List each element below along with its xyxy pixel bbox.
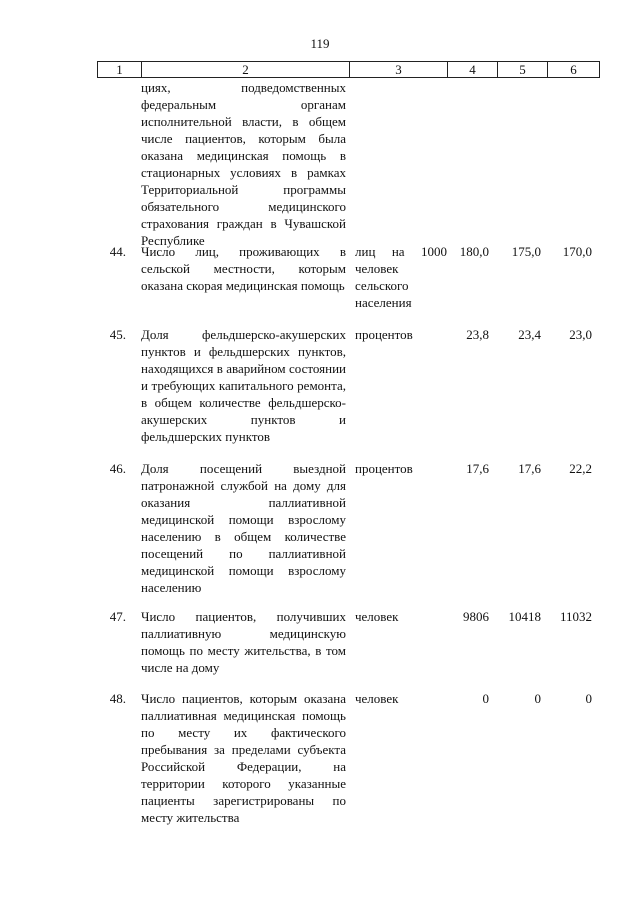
- table-header: [97, 61, 600, 78]
- row-value-col6: 170,0: [562, 244, 592, 259]
- row-value-col5: 10418: [508, 609, 541, 624]
- header-col-1: 1: [98, 62, 142, 77]
- row-description: Доля посещений выездной патронажной службой на дому для оказания паллиативной медицинской помощи взрослому населению в общем количестве посещений по паллиативной медицинской помощи взрослому населению: [141, 461, 346, 595]
- row-description: Число лиц, проживающих в сельской местности, которым оказана скорая медицинская помощь: [141, 244, 346, 293]
- row-number: 45.: [109, 327, 126, 342]
- row-unit: человек: [355, 609, 399, 624]
- continued-description: циях, подведомственных федеральным органам исполнительной власти, в общем числе пациентов, которым была оказана медицинская помощь в стационарных условиях в рамках Территориальной программы обязательного медицинского страхования граждан в Чувашской Республике: [141, 80, 346, 248]
- row-value-col4: 23,8: [466, 327, 489, 342]
- row-value-col6: 22,2: [569, 461, 592, 476]
- row-value-col5: 175,0: [511, 244, 541, 259]
- row-number: 46.: [109, 461, 126, 476]
- row-value-col5: 23,4: [518, 327, 541, 342]
- header-col-2: 2: [142, 62, 350, 77]
- row-value-col4: 9806: [463, 609, 489, 624]
- row-description: Число пациентов, получивших паллиативную медицинскую помощь по месту жительства, в том числе на дому: [141, 609, 346, 675]
- row-value-col4: 0: [482, 691, 489, 706]
- row-unit: процентов: [355, 327, 413, 342]
- row-unit: человек: [355, 691, 399, 706]
- row-value-col5: 0: [534, 691, 541, 706]
- row-number: 48.: [109, 691, 126, 706]
- row-number: 44.: [109, 244, 126, 259]
- row-value-col6: 23,0: [569, 327, 592, 342]
- row-value-col4: 17,6: [466, 461, 489, 476]
- row-value-col6: 0: [585, 691, 592, 706]
- row-unit: лиц на 1000 человек сельского населения: [355, 244, 447, 310]
- row-value-col6: 11032: [559, 609, 592, 624]
- page-number: 119: [310, 36, 330, 51]
- header-col-4: 4: [448, 62, 498, 77]
- header-col-6: 6: [570, 62, 577, 77]
- row-description: Доля фельдшерско-акушерских пунктов и фельдшерских пунктов, находящихся в аварийном состоянии и требующих капитального ремонта, в общем количестве фельдшерско-акушерских пунктов и фельдшерских пунктов: [141, 327, 346, 444]
- row-description: Число пациентов, которым оказана паллиативная медицинская помощь по месту их фактического пребывания за пределами субъекта Российской Федерации, на территории которого указанные пациенты зарегистрированы по месту жительства: [141, 691, 346, 825]
- row-number: 47.: [109, 609, 126, 624]
- row-unit: процентов: [355, 461, 413, 476]
- header-col-3: 3: [350, 62, 448, 77]
- row-value-col4: 180,0: [459, 244, 489, 259]
- header-col-5: 5: [498, 62, 548, 77]
- row-value-col5: 17,6: [518, 461, 541, 476]
